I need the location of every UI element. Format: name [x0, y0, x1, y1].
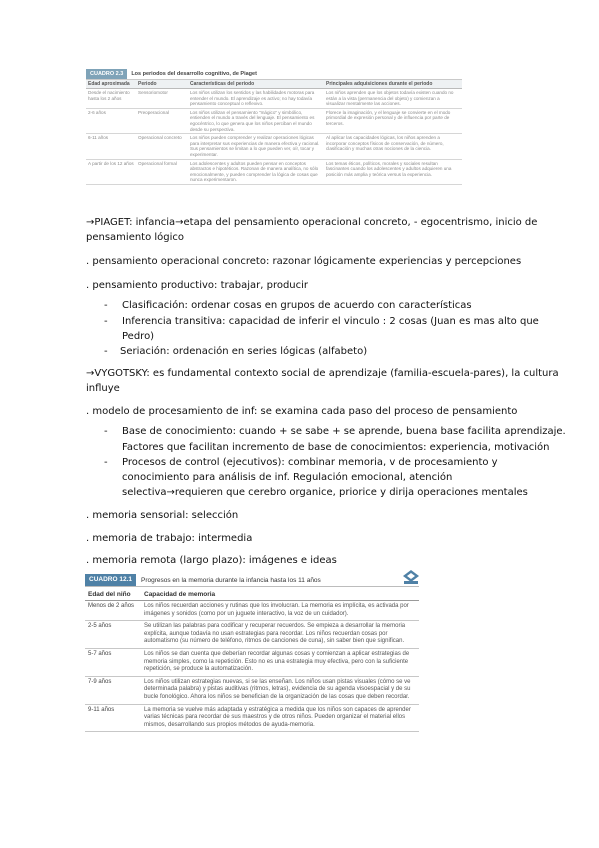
- table-cell: Los niños aprenden que los objetos todavía existen cuando no están a la vista (permanencia del objeto) y comienzan a visualizar mentalmente las acciones.: [324, 89, 462, 109]
- table-title: Los periodos del desarrollo cognitivo, de Piaget: [131, 71, 257, 77]
- table-cell: 5-7 años: [85, 648, 141, 676]
- table-row: [86, 159, 462, 184]
- memory-table-grid: [85, 589, 419, 732]
- column-header: Edad aproximada: [86, 80, 136, 89]
- table-cell: Los niños utilizan los sentidos y las habilidades motoras para entender el mundo. El aprendizaje es activo; no hay todavía pensamiento conceptual o reflexivo.: [188, 89, 324, 109]
- table-cell: A partir de los 12 años: [86, 159, 136, 184]
- sensory-memory-line: . memoria sensorial: selección: [86, 510, 239, 521]
- table-cell: Los niños utilizan estrategias nuevas, si se las enseñan. Los niños usan pistas visuales (cómo se ve determinada palabra) y pistas auditivas (ritmos, letras), evidencia de su agenda visoespacial y de su bucle fonológico. Ahora los niños se benefician de la organización de las cosas que deben recordar.: [141, 676, 419, 704]
- table-cell: Operacional formal: [136, 159, 188, 184]
- table-title: Progresos en la memoria durante la infancia hasta los 11 años: [140, 576, 321, 584]
- table-cell: Los temas éticos, políticos, morales y sociales resultan fascinantes cuando los adolescentes y adultos adquieren una posición más amplia y teórica versus la experiencia.: [324, 159, 462, 184]
- bullet-control-processes-3: selectiva→requieren que cerebro organice, priorice y dirija operaciones mentales: [122, 487, 528, 498]
- table-cell: La memoria se vuelve más adaptada y estratégica a medida que los niños son capaces de aprender varias técnicas para recordar de sus maestros y de otros niños. Pueden organizar el material ellos mismos, desarrollando sus propios métodos de ayuda-memoria.: [141, 704, 419, 732]
- bullet-knowledge-base-2: Factores que facilitan incremento de base de conocimientos: experiencia, motivación: [122, 442, 550, 453]
- piaget-table: [86, 69, 462, 185]
- table-cell: 2-6 años: [86, 108, 136, 133]
- table-caption: [86, 69, 462, 80]
- bullet-classification: Clasificación: ordenar cosas en grupos de acuerdo con características: [122, 300, 472, 311]
- table-header-row: [86, 80, 462, 89]
- table-cell: 7-9 años: [85, 676, 141, 704]
- table-cell: Los niños utilizan el pensamiento "mágico" y simbólico, entienden el mundo a través del lenguaje. El pensamiento es egocéntrico, lo que genera que los niños perciban el mundo desde su perspectiva.: [188, 108, 324, 133]
- piaget-table-grid: [86, 80, 462, 185]
- bullet-dash: -: [104, 457, 108, 468]
- memory-table: [85, 574, 419, 732]
- productive-thinking-line: . pensamiento productivo: trabajar, producir: [86, 280, 309, 291]
- bullet-control-processes-1: Procesos de control (ejecutivos): combinar memoria, v de procesamiento y: [122, 457, 498, 468]
- table-row: [85, 648, 419, 676]
- table-row: [86, 89, 462, 109]
- table-cell: Al aplicar las capacidades lógicas, los niños aprenden a incorporar conceptos físicos de conservación, de número, clasificación y muchas otras nociones de la ciencia.: [324, 134, 462, 159]
- table-cell: Preoperacional: [136, 108, 188, 133]
- table-cell: Los adolescentes y adultos pueden pensar en conceptos abstractos e hipotéticos. Razonan de manera analítica, no sólo emocionalmente, y pueden comprender la lógica de cosas que nunca experimentaron.: [188, 159, 324, 184]
- table-cell: Menos de 2 años: [85, 601, 141, 621]
- table-row: [85, 601, 419, 621]
- piaget-line-2: pensamiento lógico: [86, 232, 185, 243]
- table-row: [85, 621, 419, 649]
- table-badge: CUADRO 2.3: [86, 69, 127, 79]
- bullet-transitive-inference-cont: Pedro): [122, 331, 155, 342]
- table-row: [85, 676, 419, 704]
- table-cell: Los niños se dan cuenta que deberían recordar algunas cosas y comienzan a aplicar estrategias de memoria simples, como la repetición. Esto no es una estrategia muy efectiva, pero con la suficiente repetición, se produce la automatización.: [141, 648, 419, 676]
- bullet-dash: -: [104, 346, 108, 357]
- table-row: [86, 134, 462, 159]
- publisher-logo-icon: [403, 570, 419, 584]
- table-cell: Operacional concreto: [136, 134, 188, 159]
- table-cell: Sensoriomotor: [136, 89, 188, 109]
- vygotsky-line-1: →VYGOTSKY: es fundamental contexto social de aprendizaje (familia-escuela-pares), la cultura: [86, 368, 559, 379]
- column-header: Periodo: [136, 80, 188, 89]
- table-cell: Los niños recuerdan acciones y rutinas que los involucran. La memoria es implícita, es activada por imágenes y sonidos (como por un juguete interactivo, la voz de un cuidador).: [141, 601, 419, 621]
- column-header: Edad del niño: [85, 589, 141, 601]
- processing-model-line: . modelo de procesamiento de inf: se examina cada paso del proceso de pensamiento: [86, 406, 518, 417]
- column-header: Principales adquisiciones durante el periodo: [324, 80, 462, 89]
- bullet-dash: -: [104, 316, 108, 327]
- vygotsky-line-2: influye: [86, 383, 120, 394]
- table-cell: Los niños pueden comprender y realizar operaciones lógicas para interpretar sus experiencias de manera efectiva y racional. Sus pensamientos se limitan a lo que pueden ver, oír, tocar y experimentar.: [188, 134, 324, 159]
- bullet-dash: -: [104, 300, 108, 311]
- bullet-seriation: Seriación: ordenación en series lógicas (alfabeto): [120, 346, 368, 357]
- table-row: [85, 704, 419, 732]
- remote-memory-line: . memoria remota (largo plazo): imágenes e ideas: [86, 555, 337, 566]
- table-cell: Se utilizan las palabras para codificar y recuperar recuerdos. Se empieza a desarrollar la memoria explícita, aunque todavía no usan estrategias para recordar. Los niños recuerdan cosas por automatismo (su número de teléfono, ritmos de canciones de cuna), sin saber bien que significan.: [141, 621, 419, 649]
- piaget-line-1: →PIAGET: infancia→etapa del pensamiento operacional concreto, - egocentrismo, inicio de: [86, 217, 538, 228]
- table-header-row: [85, 589, 419, 601]
- column-header: Características del periodo: [188, 80, 324, 89]
- operational-concrete-line: . pensamiento operacional concreto: razonar lógicamente experiencias y percepciones: [86, 256, 522, 267]
- bullet-knowledge-base-1: Base de conocimiento: cuando + se sabe + se aprende, buena base facilita aprendizaje.: [122, 426, 566, 437]
- bullet-transitive-inference: Inferencia transitiva: capacidad de inferir el vinculo : 2 cosas (Juan es mas alto que: [122, 316, 539, 327]
- table-cell: 2-5 años: [85, 621, 141, 649]
- table-caption: [85, 574, 419, 587]
- column-header: Capacidad de memoria: [141, 589, 419, 601]
- bullet-control-processes-2: conocimiento para análisis de inf. Regulación emocional, atención: [122, 472, 453, 483]
- bullet-dash: -: [104, 426, 108, 437]
- working-memory-line: . memoria de trabajo: intermedia: [86, 533, 253, 544]
- table-cell: Desde el nacimiento hasta los 2 años: [86, 89, 136, 109]
- table-row: [86, 108, 462, 133]
- table-cell: 6-11 años: [86, 134, 136, 159]
- table-cell: Florece la imaginación, y el lenguaje se convierte en el modo primordial de expresión personal y de influencia por parte de terceros.: [324, 108, 462, 133]
- table-cell: 9-11 años: [85, 704, 141, 732]
- table-badge: CUADRO 12.1: [85, 574, 136, 586]
